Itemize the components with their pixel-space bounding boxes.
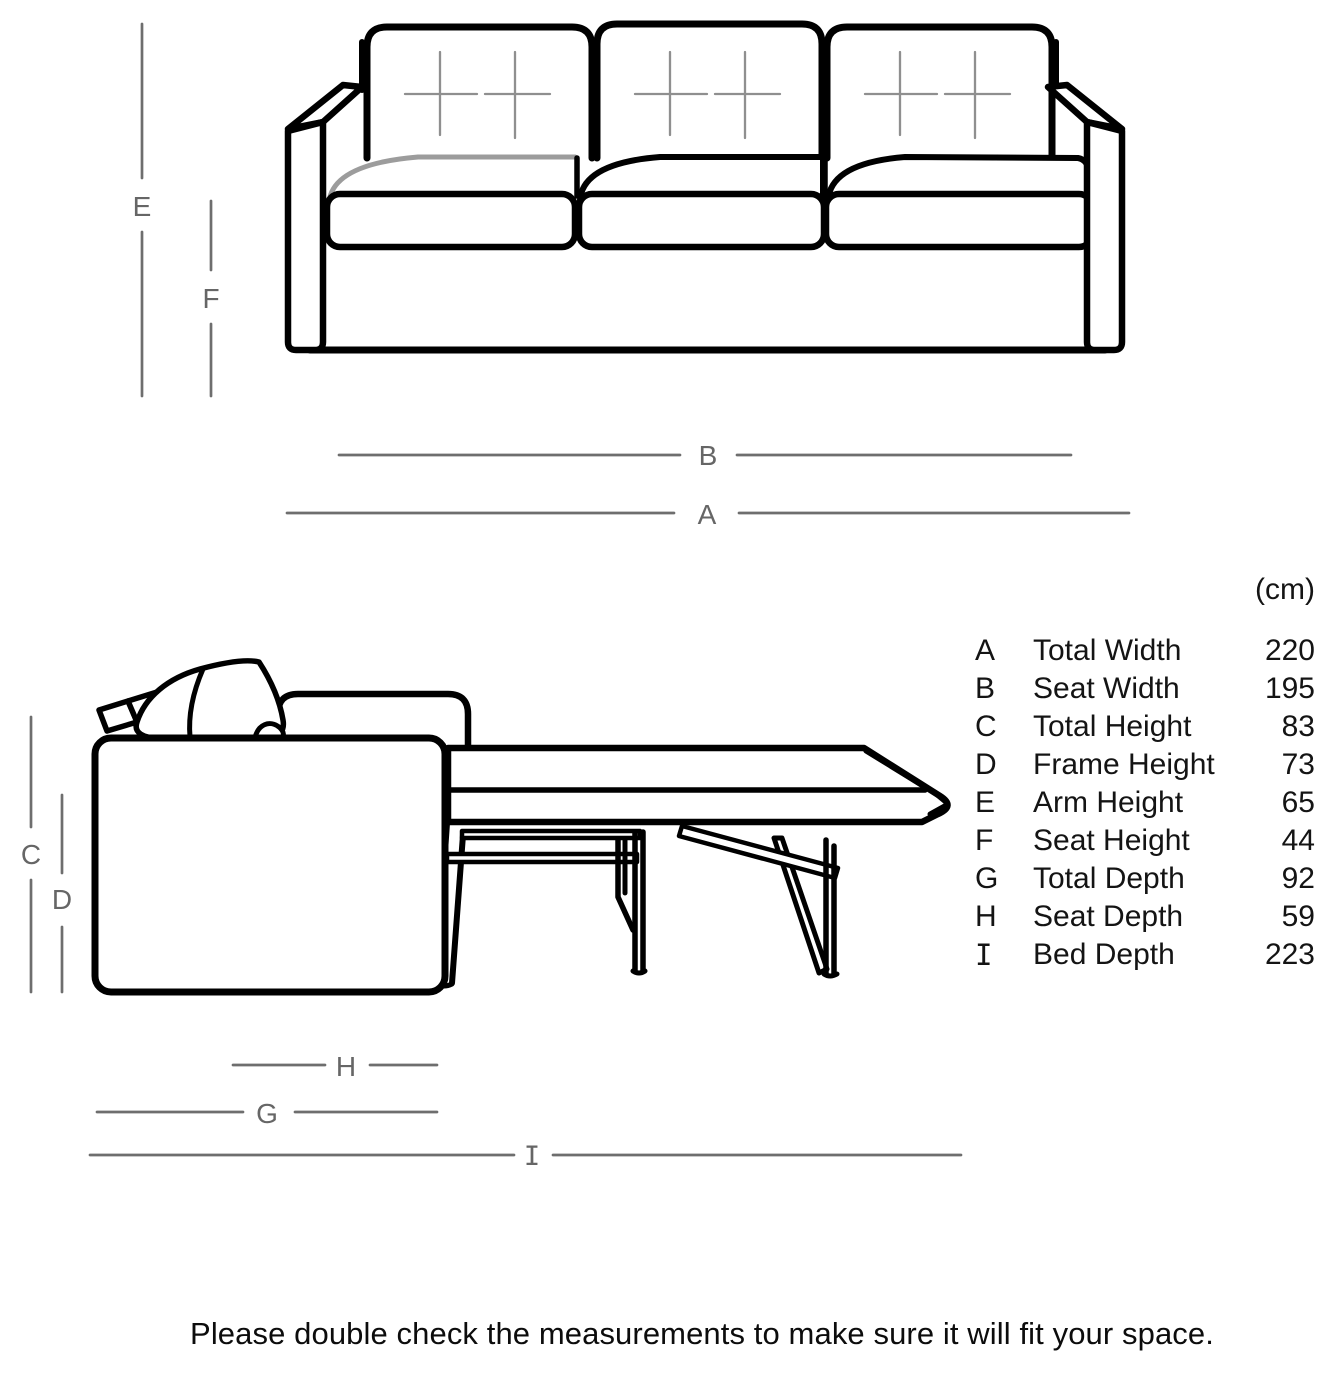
dim-label-b: B (698, 440, 718, 471)
table-row (975, 936, 1315, 974)
measurements-table (975, 574, 1315, 974)
measurement-key: F (975, 824, 994, 857)
measurement-label: Frame Height (1033, 748, 1215, 781)
measurement-value: 223 (1264, 938, 1315, 971)
table-row (975, 784, 1315, 822)
dim-label-h: H (335, 1051, 357, 1082)
dim-label-c: C (20, 839, 42, 870)
measurement-label: Seat Depth (1033, 900, 1184, 933)
measurement-label: Bed Depth (1033, 938, 1175, 971)
table-row (975, 898, 1315, 936)
dim-label-a: A (697, 499, 717, 530)
dim-label-g: G (256, 1098, 278, 1129)
measurement-key: C (975, 710, 997, 743)
measurement-key: G (975, 862, 999, 895)
measurement-value: 73 (1281, 748, 1315, 781)
measurement-value: 92 (1281, 862, 1315, 895)
measurement-value: 83 (1281, 710, 1315, 743)
measurement-key: D (975, 748, 997, 781)
measurement-value: 65 (1281, 786, 1315, 819)
dim-label-d: D (51, 884, 73, 915)
measurements-rows (975, 632, 1315, 974)
measurement-value: 44 (1281, 824, 1315, 857)
table-row (975, 822, 1315, 860)
table-row (975, 670, 1315, 708)
table-row (975, 860, 1315, 898)
measurement-disclaimer: Please double check the measurements to make sure it will fit your space. (190, 1316, 1214, 1351)
measurement-value: 220 (1264, 634, 1315, 667)
measurement-value: 195 (1264, 672, 1315, 705)
units-header: (cm) (1255, 573, 1315, 606)
measurement-key: E (975, 786, 996, 819)
measurement-key: H (975, 900, 997, 933)
measurement-label: Total Depth (1033, 862, 1185, 895)
dim-label-i: I (523, 1141, 541, 1172)
measurement-label: Seat Height (1033, 824, 1190, 857)
measurement-label: Arm Height (1033, 786, 1184, 819)
dim-label-e: E (132, 191, 152, 222)
table-row (975, 746, 1315, 784)
table-row (975, 708, 1315, 746)
table-row (975, 632, 1315, 670)
measurement-key: A (975, 634, 996, 667)
measurement-label: Total Height (1033, 710, 1192, 743)
measurement-label: Total Width (1033, 634, 1182, 667)
sofa-bed-side-view-drawing (95, 661, 948, 992)
sofa-front-view-drawing (288, 24, 1122, 350)
measurement-value: 59 (1281, 900, 1315, 933)
measurement-key: B (975, 672, 996, 705)
measurement-key: I (975, 938, 993, 972)
dim-label-f: F (202, 283, 220, 314)
measurement-label: Seat Width (1033, 672, 1180, 705)
